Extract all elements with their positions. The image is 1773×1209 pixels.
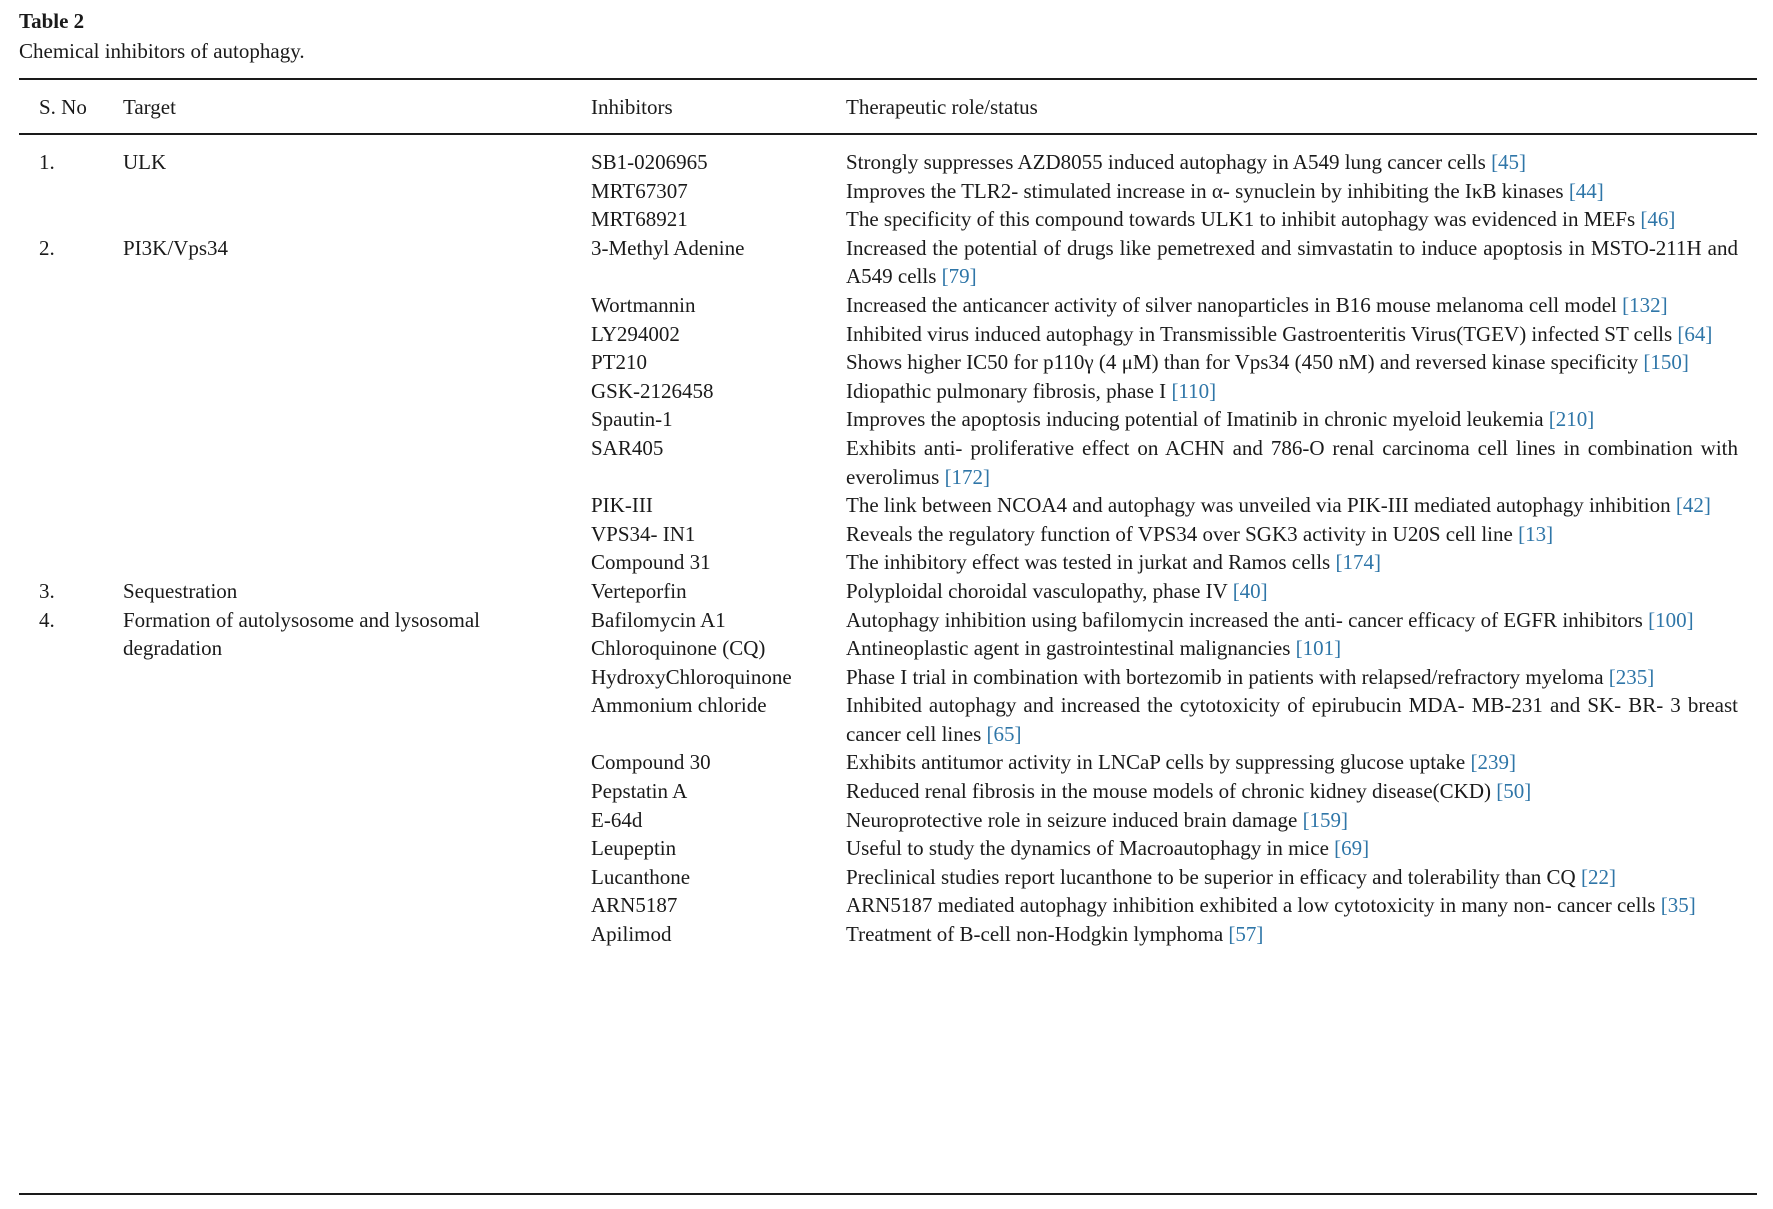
citation-link[interactable]: [235] — [1608, 664, 1655, 689]
cell-role — [846, 577, 1738, 606]
role-text: Polyploidal choroidal vasculopathy, phase IV — [846, 578, 1228, 603]
cell-inhibitor: ARN5187 — [591, 893, 678, 918]
cell-inhibitor: VPS34- IN1 — [591, 521, 696, 546]
table-row — [0, 548, 1773, 577]
table-label: Table 2 — [19, 9, 85, 33]
cell-inhibitor: Lucanthone — [591, 864, 691, 889]
citation-link[interactable]: [64] — [1677, 321, 1713, 346]
table-row — [0, 663, 1773, 692]
role-text: Improves the TLR2- stimulated increase in α- synuclein by inhibiting the IκB kinases — [846, 178, 1564, 203]
role-text: Autophagy inhibition using bafilomycin increased the anti- cancer efficacy of EGFR inhibitors — [846, 607, 1643, 632]
cell-sno: 3. — [39, 578, 55, 603]
header-rule — [19, 133, 1757, 135]
cell-inhibitor: Leupeptin — [591, 836, 677, 861]
role-text: Improves the apoptosis inducing potential of Imatinib in chronic myeloid leukemia — [846, 407, 1544, 432]
table-row — [0, 205, 1773, 234]
cell-role — [846, 663, 1738, 692]
cell-inhibitor: Spautin-1 — [591, 407, 673, 432]
header-role: Therapeutic role/status — [846, 95, 1038, 119]
citation-link[interactable]: [79] — [941, 264, 977, 289]
cell-role — [846, 205, 1738, 234]
role-text: ARN5187 mediated autophagy inhibition exhibited a low cytotoxicity in many non- cancer cells — [846, 893, 1656, 918]
table-row — [0, 377, 1773, 406]
role-text: Inhibited autophagy and increased the cytotoxicity of epirubucin MDA- MB-231 and SK- BR- 3 breast cancer cell lines — [846, 693, 1738, 746]
citation-link[interactable]: [150] — [1643, 350, 1689, 375]
table-row — [0, 863, 1773, 892]
citation-link[interactable]: [174] — [1335, 550, 1381, 575]
table-row — [0, 234, 1773, 291]
cell-role — [846, 834, 1738, 863]
cell-role — [846, 405, 1738, 434]
cell-role — [846, 491, 1738, 520]
cell-role — [846, 920, 1738, 949]
cell-inhibitor: SB1-0206965 — [591, 150, 708, 174]
table-row — [0, 834, 1773, 863]
cell-inhibitor: Bafilomycin A1 — [591, 607, 726, 632]
citation-link[interactable]: [172] — [944, 464, 991, 489]
table-row — [0, 691, 1773, 748]
table-row — [0, 891, 1773, 920]
cell-role — [846, 348, 1738, 377]
role-text: Increased the potential of drugs like pemetrexed and simvastatin to induce apoptosis in MSTO-211H and A549 cells — [846, 235, 1738, 289]
citation-link[interactable]: [46] — [1640, 207, 1676, 232]
cell-inhibitor: GSK-2126458 — [591, 378, 714, 403]
table-row — [0, 748, 1773, 777]
table-row — [0, 777, 1773, 806]
cell-inhibitor: E-64d — [591, 807, 643, 832]
header-sno: S. No — [39, 95, 87, 119]
cell-sno: 4. — [39, 607, 55, 632]
cell-inhibitor: HydroxyChloroquinone — [591, 664, 792, 689]
cell-role — [846, 891, 1738, 920]
cell-role — [846, 434, 1738, 491]
citation-link[interactable]: [50] — [1496, 779, 1532, 804]
table-row — [0, 634, 1773, 663]
cell-inhibitor: PIK-III — [591, 493, 653, 518]
cell-role — [846, 291, 1738, 320]
cell-inhibitor: LY294002 — [591, 321, 680, 346]
citation-link[interactable]: [110] — [1171, 378, 1217, 403]
cell-target: Formation of autolysosome and lysosomal degradation — [123, 607, 480, 661]
cell-inhibitor: Ammonium chloride — [591, 693, 767, 718]
table-row — [0, 491, 1773, 520]
header-inhibitors: Inhibitors — [591, 95, 673, 119]
cell-role — [846, 606, 1738, 635]
role-text: Idiopathic pulmonary fibrosis, phase I — [846, 378, 1167, 403]
table-row — [0, 806, 1773, 835]
citation-link[interactable]: [69] — [1334, 836, 1370, 861]
cell-target: Sequestration — [123, 578, 238, 603]
role-text: Increased the anticancer activity of silver nanoparticles in B16 mouse melanoma cell model — [846, 292, 1617, 317]
citation-link[interactable]: [45] — [1491, 150, 1527, 174]
citation-link[interactable]: [132] — [1622, 292, 1668, 317]
cell-role — [846, 777, 1738, 806]
role-text: Treatment of B-cell non-Hodgkin lymphoma — [846, 922, 1224, 947]
table-row — [0, 148, 1773, 177]
citation-link[interactable]: [239] — [1470, 750, 1516, 775]
role-text: Exhibits antitumor activity in LNCaP cells by suppressing glucose uptake — [846, 750, 1466, 775]
cell-role — [846, 548, 1738, 577]
cell-role — [846, 234, 1738, 291]
role-text: Reveals the regulatory function of VPS34 over SGK3 activity in U20S cell line — [846, 521, 1513, 546]
role-text: Useful to study the dynamics of Macroautophagy in mice — [846, 836, 1329, 861]
cell-role — [846, 748, 1738, 777]
table-title: Chemical inhibitors of autophagy. — [19, 39, 305, 63]
table-header — [0, 92, 1773, 122]
cell-role — [846, 320, 1738, 349]
cell-sno: 1. — [39, 150, 55, 174]
cell-role — [846, 806, 1738, 835]
cell-role — [846, 691, 1738, 748]
table-row — [0, 920, 1773, 949]
role-text: Antineoplastic agent in gastrointestinal malignancies — [846, 636, 1291, 661]
cell-sno: 2. — [39, 235, 55, 260]
citation-link[interactable]: [57] — [1228, 922, 1264, 947]
cell-inhibitor: Compound 31 — [591, 550, 711, 575]
cell-inhibitor: Wortmannin — [591, 292, 696, 317]
table-row — [0, 405, 1773, 434]
citation-link[interactable]: [13] — [1518, 521, 1554, 546]
cell-role — [846, 377, 1738, 406]
cell-inhibitor: PT210 — [591, 350, 648, 375]
role-text: The link between NCOA4 and autophagy was unveiled via PIK-III mediated autophagy inhibition — [846, 493, 1671, 518]
cell-inhibitor: Chloroquinone (CQ) — [591, 636, 766, 661]
table-row — [0, 520, 1773, 549]
citation-link[interactable]: [44] — [1568, 178, 1604, 203]
role-text: The specificity of this compound towards ULK1 to inhibit autophagy was evidenced in MEFs — [846, 207, 1636, 232]
role-text: Exhibits anti- proliferative effect on ACHN and 786-O renal carcinoma cell lines in combination with everolimus — [846, 435, 1738, 489]
role-text: Neuroprotective role in seizure induced brain damage — [846, 807, 1298, 832]
cell-inhibitor: Pepstatin A — [591, 779, 688, 804]
cell-inhibitor: 3-Methyl Adenine — [591, 235, 745, 260]
table-row — [0, 434, 1773, 491]
cell-target: ULK — [123, 150, 167, 174]
cell-inhibitor: MRT68921 — [591, 207, 688, 232]
top-rule — [19, 78, 1757, 80]
cell-inhibitor: Compound 30 — [591, 750, 711, 775]
cell-target: PI3K/Vps34 — [123, 235, 229, 260]
role-text: The inhibitory effect was tested in jurkat and Ramos cells — [846, 550, 1331, 575]
bottom-rule — [19, 1193, 1757, 1195]
table-row — [0, 320, 1773, 349]
citation-link[interactable]: [101] — [1295, 636, 1342, 661]
role-text: Inhibited virus induced autophagy in Transmissible Gastroenteritis Virus(TGEV) infected ST cells — [846, 321, 1673, 346]
citation-link[interactable]: [42] — [1675, 493, 1711, 518]
citation-link[interactable]: [22] — [1580, 864, 1616, 889]
cell-role — [846, 634, 1738, 663]
cell-inhibitor: Apilimod — [591, 922, 672, 947]
citation-link[interactable]: [40] — [1232, 578, 1268, 603]
table-row — [0, 177, 1773, 206]
table-row — [0, 291, 1773, 320]
role-text: Phase I trial in combination with bortezomib in patients with relapsed/refractory myeloma — [846, 664, 1604, 689]
table-body — [0, 148, 1773, 949]
role-text: Preclinical studies report lucanthone to be superior in efficacy and tolerability than CQ — [846, 864, 1576, 889]
cell-inhibitor: SAR405 — [591, 435, 664, 460]
cell-role — [846, 520, 1738, 549]
role-text: Strongly suppresses AZD8055 induced autophagy in A549 lung cancer cells — [846, 150, 1486, 174]
citation-link[interactable]: [65] — [986, 721, 1022, 746]
table-row — [0, 348, 1773, 377]
cell-role — [846, 863, 1738, 892]
header-target: Target — [123, 95, 176, 119]
citation-link[interactable]: [159] — [1302, 807, 1349, 832]
cell-inhibitor: Verteporfin — [591, 578, 687, 603]
table-caption — [19, 6, 305, 66]
role-text: Shows higher IC50 for p110γ (4 μM) than for Vps34 (450 nM) and reversed kinase specificity — [846, 350, 1639, 375]
table-row — [0, 577, 1773, 606]
citation-link[interactable]: [100] — [1648, 607, 1694, 632]
citation-link[interactable]: [35] — [1660, 893, 1696, 918]
cell-role — [846, 148, 1738, 177]
cell-role — [846, 177, 1738, 206]
citation-link[interactable]: [210] — [1548, 407, 1595, 432]
role-text: Reduced renal fibrosis in the mouse models of chronic kidney disease(CKD) — [846, 779, 1492, 804]
cell-inhibitor: MRT67307 — [591, 178, 688, 203]
